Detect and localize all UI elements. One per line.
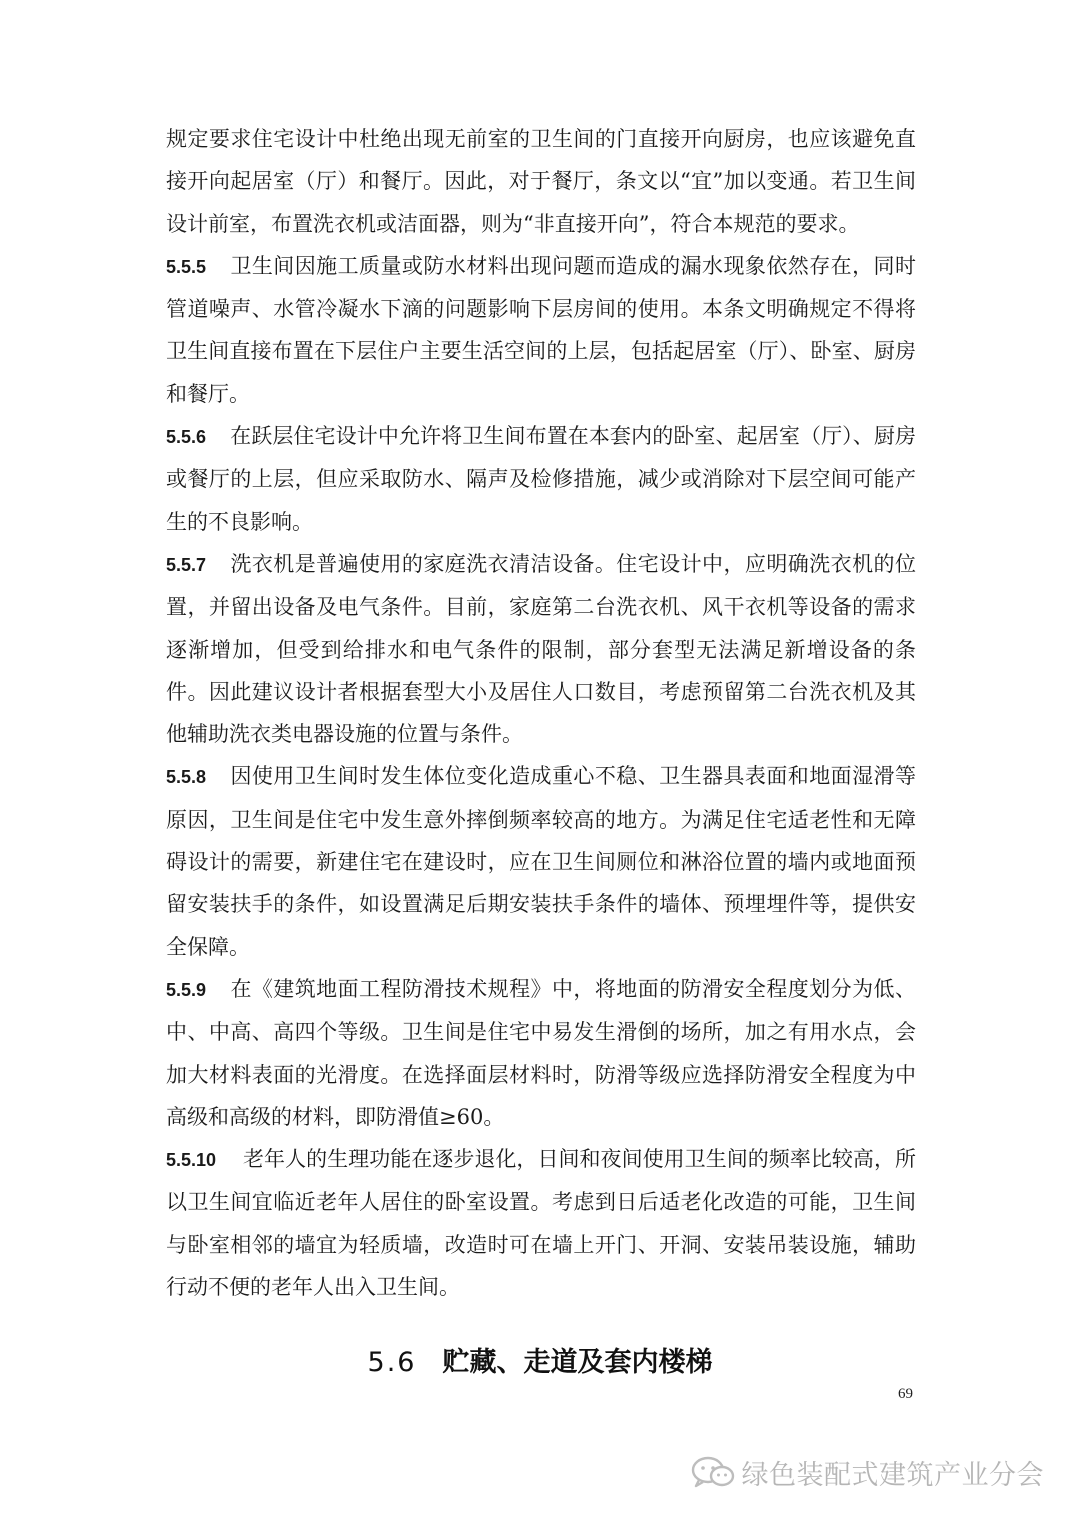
watermark (690, 1452, 1045, 1492)
clause-number: 5.5.5 (166, 256, 207, 277)
watermark-text: 绿色装配式建筑产业分会 (741, 1459, 1044, 1491)
clause-5-5-6 (166, 415, 916, 543)
clause-text: 在跃层住宅设计中允许将卫生间布置在本套内的卧室、起居室（厅）、厨房或餐厅的上层，但应采取防水、隔声及检修措施，减少或消除对下层空间可能产生的不良影响。 (166, 424, 916, 534)
wechat-icon (690, 1455, 736, 1489)
clause-number: 5.5.9 (166, 979, 207, 1000)
section-heading (0, 1340, 1080, 1379)
clause-5-5-9 (166, 968, 916, 1138)
clause-5-5-8 (166, 755, 916, 967)
clause-number: 5.5.10 (166, 1150, 217, 1171)
clause-5-5-10 (166, 1138, 916, 1308)
clause-text: 在《建筑地面工程防滑技术规程》中，将地面的防滑安全程度划分为低、中、中高、高四个等级。卫生间是住宅中易发生滑倒的场所，加之有用水点，会加大材料表面的光滑度。在选择面层材料时，防滑等级应选择防滑安全程度为中高级和高级的材料，即防滑值≥60。 (166, 976, 916, 1129)
clause-number: 5.5.6 (166, 427, 207, 448)
document-body (166, 118, 916, 1308)
paragraph-continuation (166, 118, 916, 245)
clause-number: 5.5.8 (166, 767, 207, 788)
page-number: 69 (898, 1386, 913, 1402)
clause-text: 洗衣机是普遍使用的家庭洗衣清洁设备。住宅设计中，应明确洗衣机的位置，并留出设备及电气条件。目前，家庭第二台洗衣机、风干衣机等设备的需求逐渐增加，但受到给排水和电气条件的限制，部分套型无法满足新增设备的条件。因此建议设计者根据套型大小及居住人口数目，考虑预留第二台洗衣机及其他辅助洗衣类电器设施的位置与条件。 (166, 551, 916, 747)
clause-5-5-5 (166, 245, 916, 415)
clause-text: 因使用卫生间时发生体位变化造成重心不稳、卫生器具表面和地面湿滑等原因，卫生间是住宅中发生意外摔倒频率较高的地方。为满足住宅适老性和无障碍设计的需要，新建住宅在建设时，应在卫生间厕位和淋浴位置的墙内或地面预留安装扶手的条件，如设置满足后期安装扶手条件的墙体、预埋埋件等，提供安全保障。 (166, 764, 916, 959)
clause-text: 老年人的生理功能在逐步退化，日间和夜间使用卫生间的频率比较高，所以卫生间宜临近老年人居住的卧室设置。考虑到日后适老化改造的可能，卫生间与卧室相邻的墙宜为轻质墙，改造时可在墙上开门、开洞、安装吊装设施，辅助行动不便的老年人出入卫生间。 (166, 1147, 916, 1300)
clause-text: 卫生间因施工质量或防水材料出现问题而造成的漏水现象依然存在，同时管道噪声、水管冷凝水下滴的问题影响下层房间的使用。本条文明确规定不得将卫生间直接布置在下层住户主要生活空间的上层，包括起居室（厅）、卧室、厨房和餐厅。 (166, 253, 916, 406)
clause-number: 5.5.7 (166, 554, 207, 575)
clause-5-5-7 (166, 543, 916, 755)
paragraph-text: 规定要求住宅设计中杜绝出现无前室的卫生间的门直接开向厨房，也应该避免直接开向起居室（厅）和餐厅。因此，对于餐厅，条文以“宜”加以变通。若卫生间设计前室，布置洗衣机或洁面器，则为“非直接开向”，符合本规范的要求。 (166, 127, 916, 236)
section-number: 5.6 (367, 1347, 417, 1378)
section-title: 贮藏、走道及套内楼梯 (442, 1347, 713, 1378)
